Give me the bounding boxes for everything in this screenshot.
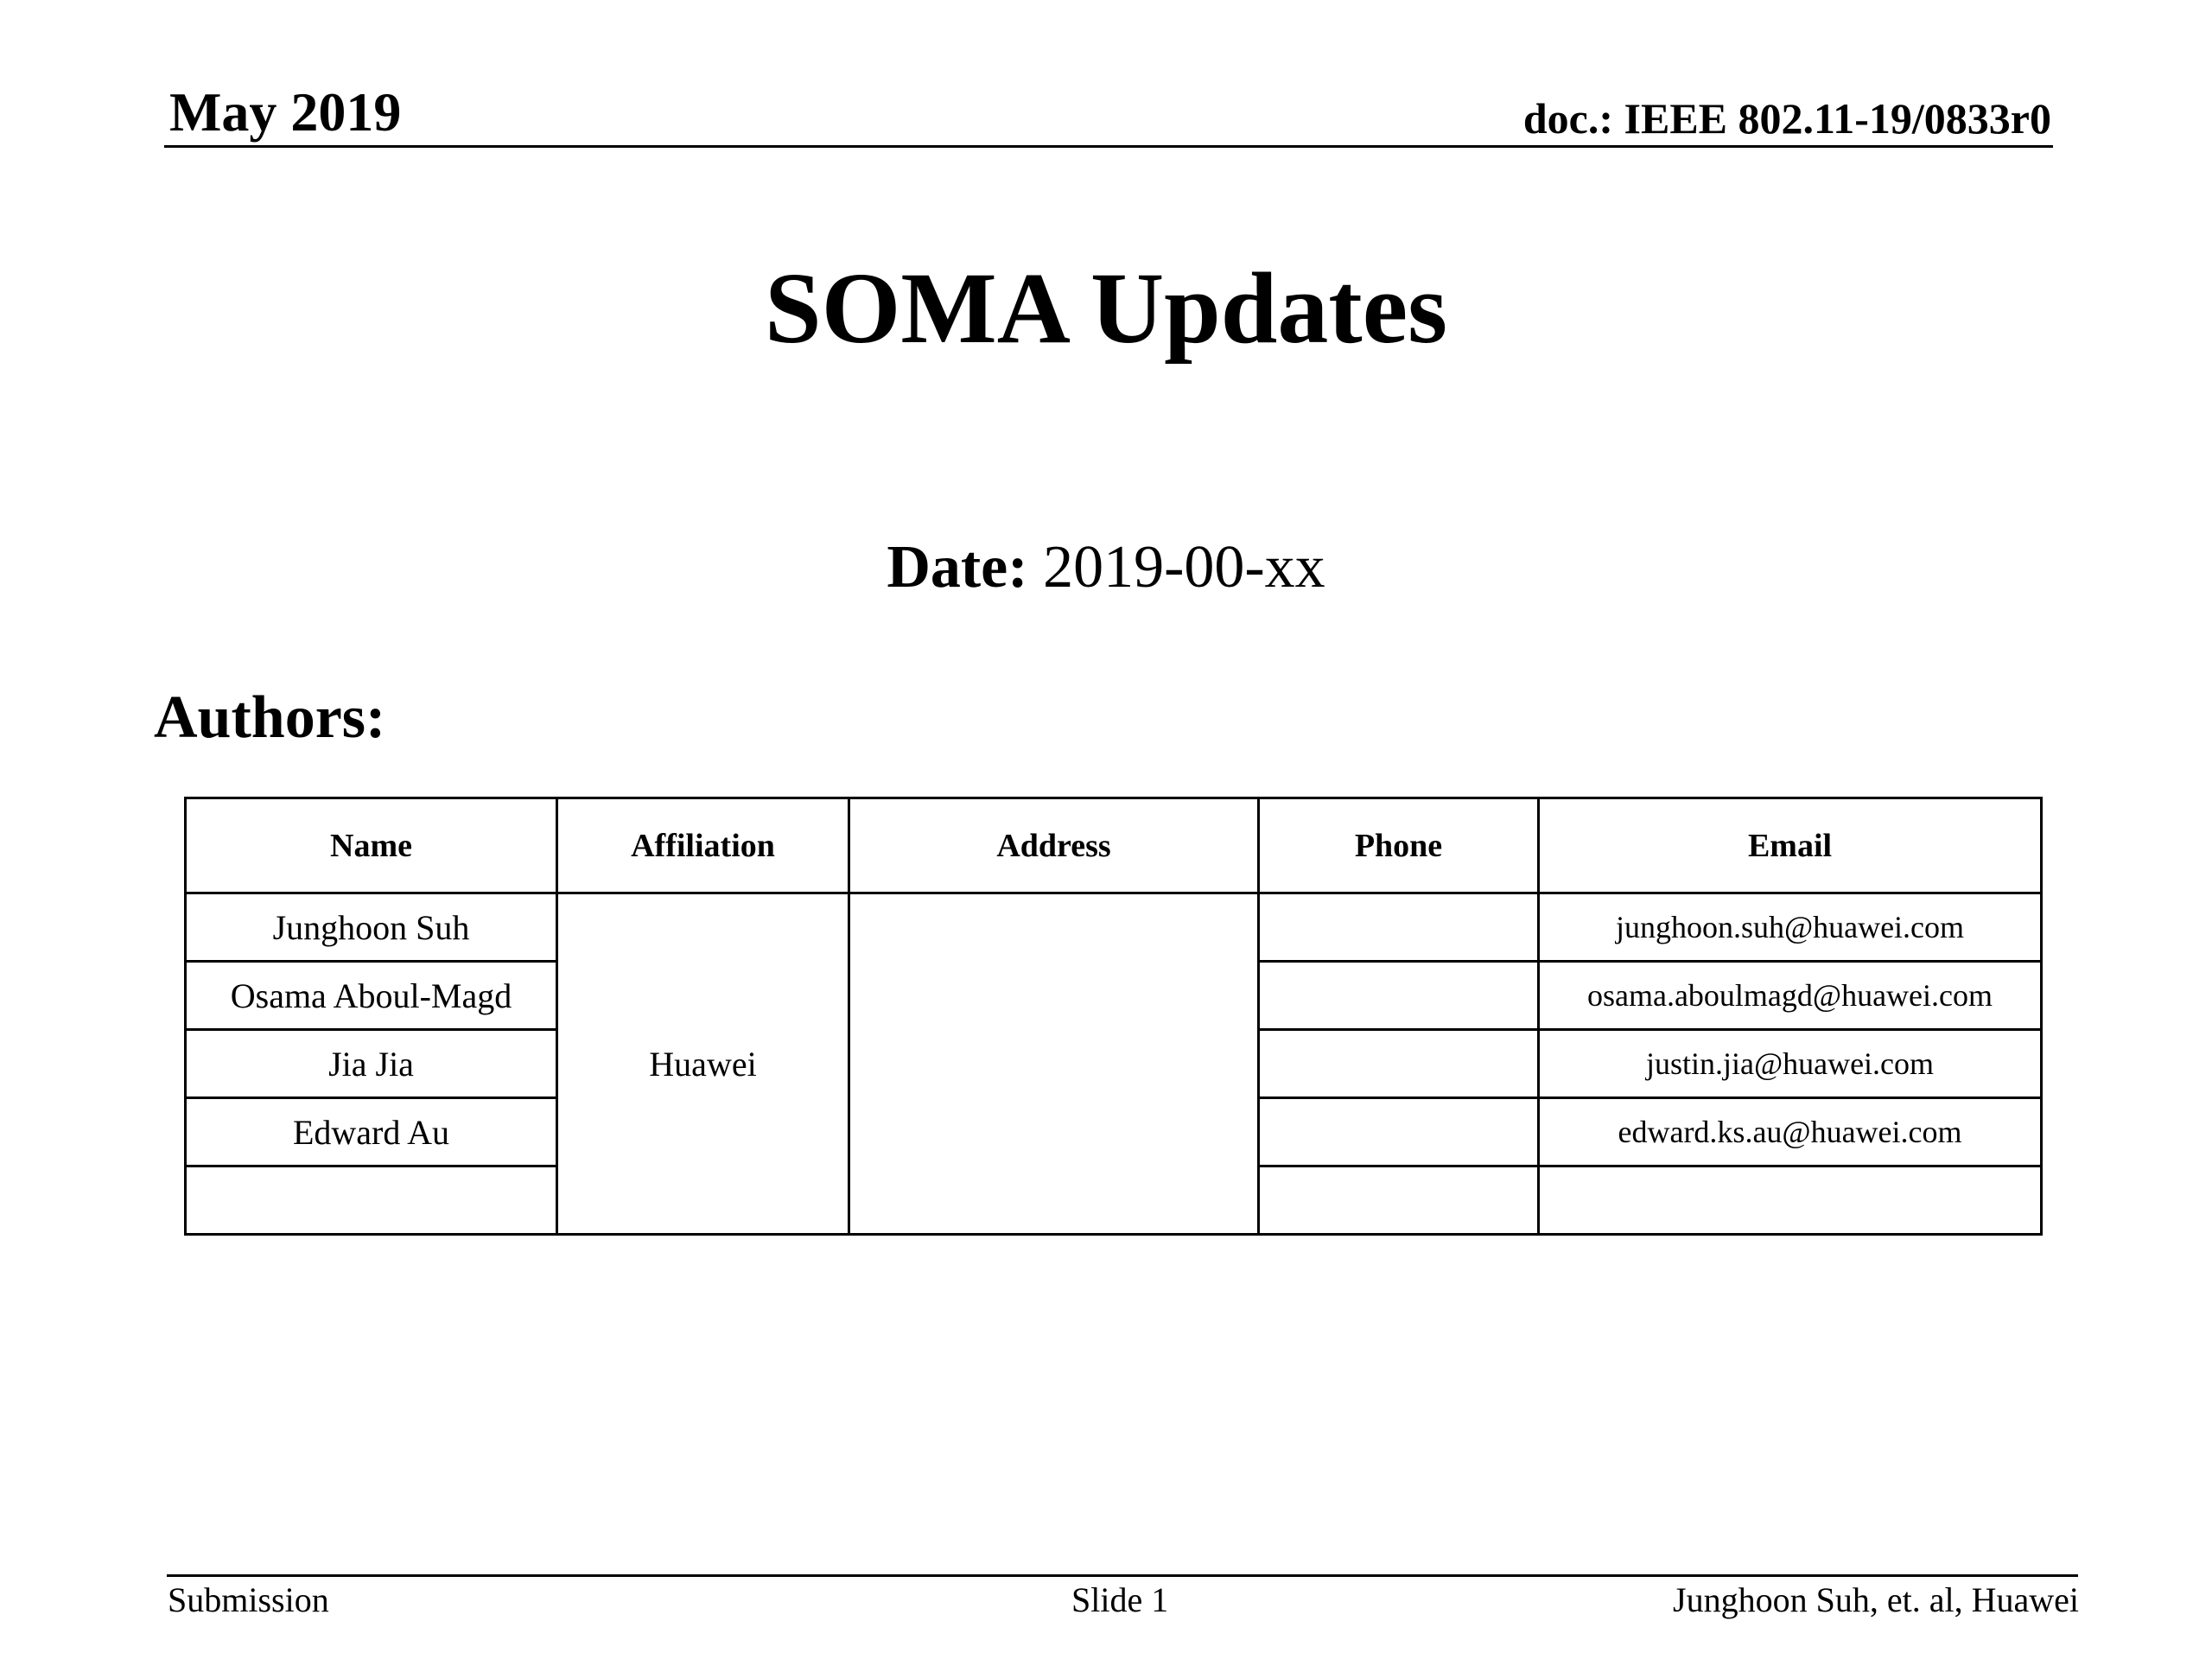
authors-heading: Authors: <box>154 684 386 751</box>
authors-table <box>184 797 2043 1236</box>
author-phone <box>1259 893 1539 962</box>
header-date: May 2019 <box>169 81 402 143</box>
author-address <box>849 893 1259 1235</box>
footer-submission: Submission <box>168 1580 329 1619</box>
author-name: Osama Aboul-Magd <box>186 962 557 1030</box>
author-name: Edward Au <box>186 1098 557 1166</box>
author-phone <box>1259 1030 1539 1098</box>
table-row <box>186 893 2042 962</box>
table-header-row <box>186 798 2042 893</box>
date-label: Date: <box>887 534 1028 601</box>
author-affiliation: Huawei <box>557 893 849 1235</box>
column-header-email: Email <box>1539 798 2042 893</box>
column-header-address: Address <box>849 798 1259 893</box>
author-name: Jia Jia <box>186 1030 557 1098</box>
author-name: Junghoon Suh <box>186 893 557 962</box>
author-email: junghoon.suh@huawei.com <box>1539 893 2042 962</box>
author-email: justin.jia@huawei.com <box>1539 1030 2042 1098</box>
header-divider <box>164 145 2053 148</box>
footer-divider <box>167 1574 2078 1577</box>
author-email: edward.ks.au@huawei.com <box>1539 1098 2042 1166</box>
author-phone <box>1259 1098 1539 1166</box>
author-email: osama.aboulmagd@huawei.com <box>1539 962 2042 1030</box>
header-doc-id: doc.: IEEE 802.11-19/0833r0 <box>1522 94 2051 143</box>
author-phone <box>1259 1166 1539 1235</box>
slide-title: SOMA Updates <box>764 251 1448 365</box>
date-line <box>0 534 2212 601</box>
author-email <box>1539 1166 2042 1235</box>
column-header-affiliation: Affiliation <box>557 798 849 893</box>
date-value: 2019-00-xx <box>1043 534 1325 601</box>
author-name <box>186 1166 557 1235</box>
author-phone <box>1259 962 1539 1030</box>
footer-authors: Junghoon Suh, et. al, Huawei <box>1673 1580 2079 1619</box>
footer-slide-number: Slide 1 <box>1071 1580 1169 1619</box>
column-header-name: Name <box>186 798 557 893</box>
column-header-phone: Phone <box>1259 798 1539 893</box>
